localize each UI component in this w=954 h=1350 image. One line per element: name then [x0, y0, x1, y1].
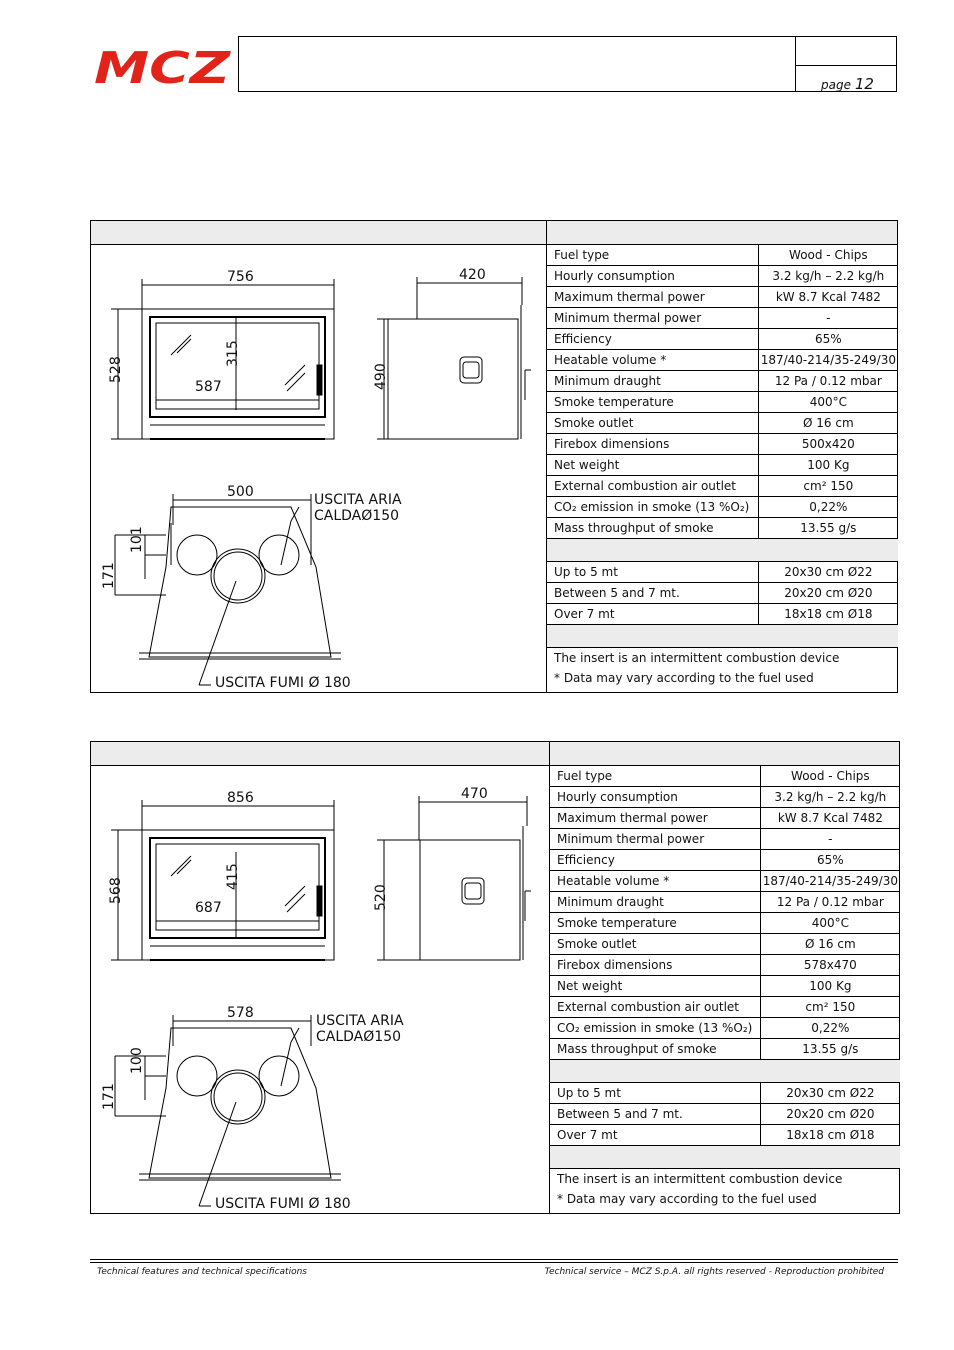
- flue-label: Over 7 mt: [550, 1125, 760, 1146]
- table-row: [547, 648, 898, 669]
- table-row: [550, 1169, 900, 1190]
- hot-air-label-2: CALDAØ150: [316, 1029, 402, 1045]
- table-row: [547, 371, 898, 392]
- table-row: [550, 955, 900, 976]
- spec-value: Ø 16 cm: [758, 413, 898, 434]
- table-row: [550, 1018, 900, 1039]
- dim-height: 568: [108, 877, 124, 904]
- spec-label: Maximum thermal power: [547, 287, 758, 308]
- spec-value: 187/40-214/35-249/30: [758, 350, 898, 371]
- spec-value: kW 8.7 Kcal 7482: [758, 287, 898, 308]
- spec-label: External combustion air outlet: [550, 997, 760, 1018]
- spec-value: kW 8.7 Kcal 7482: [760, 808, 900, 829]
- table-row: [547, 434, 898, 455]
- dim-glass-height: 315: [225, 340, 241, 367]
- spec-label: Smoke outlet: [547, 413, 758, 434]
- table-cell: [547, 539, 898, 562]
- spec-value: 65%: [760, 850, 900, 871]
- dim-glass-width: 587: [195, 379, 222, 395]
- spec-value: 100 Kg: [760, 976, 900, 997]
- note-text: The insert is an intermittent combustion device: [547, 648, 898, 669]
- table-row: [547, 583, 898, 604]
- header-box: [238, 36, 897, 92]
- page-number: page 12: [821, 75, 874, 93]
- table-row: [550, 997, 900, 1018]
- flue-label: Between 5 and 7 mt.: [547, 583, 758, 604]
- table-section-header: [550, 1060, 900, 1083]
- spec-label: Efficiency: [550, 850, 760, 871]
- spec-label: Firebox dimensions: [547, 434, 758, 455]
- hot-air-label-1: USCITA ARIA: [314, 492, 402, 508]
- dim-depth-height: 520: [373, 884, 389, 911]
- spec-value: 65%: [758, 329, 898, 350]
- dim-height: 528: [108, 356, 124, 383]
- table-row: [550, 1104, 900, 1125]
- dim-171: 171: [101, 1083, 117, 1110]
- flue-value: 20x30 cm Ø22: [758, 562, 898, 583]
- spec-value: 100 Kg: [758, 455, 898, 476]
- table-row: [550, 1189, 900, 1209]
- spec-label: Heatable volume *: [547, 350, 758, 371]
- dim-depth: 470: [461, 786, 488, 802]
- spec-value: -: [760, 829, 900, 850]
- dim-depth: 420: [459, 267, 486, 283]
- table-row: [547, 668, 898, 688]
- dim-bottom-width: 578: [227, 1005, 254, 1021]
- table-row: [547, 308, 898, 329]
- dim-glass-width: 687: [195, 900, 222, 916]
- flue-label: Up to 5 mt: [547, 562, 758, 583]
- spec-label: Firebox dimensions: [550, 955, 760, 976]
- table-row: [547, 497, 898, 518]
- spec-value: 13.55 g/s: [760, 1039, 900, 1060]
- spec-label: Heatable volume *: [550, 871, 760, 892]
- spec-value: Wood - Chips: [758, 245, 898, 266]
- spec-label: Fuel type: [547, 245, 758, 266]
- spec-label: Net weight: [550, 976, 760, 997]
- flue-label: Over 7 mt: [547, 604, 758, 625]
- model-section-2: [90, 741, 900, 1214]
- table-row: [550, 892, 900, 913]
- spec-label: Minimum thermal power: [550, 829, 760, 850]
- flue-value: 20x30 cm Ø22: [760, 1083, 900, 1104]
- dim-171: 171: [101, 562, 117, 589]
- table-row: [547, 518, 898, 539]
- spec-value: 578x470: [760, 955, 900, 976]
- table-row: [547, 245, 898, 266]
- spec-value: 400°C: [758, 392, 898, 413]
- spec-label: Minimum draught: [550, 892, 760, 913]
- dim-bottom-width: 500: [227, 484, 254, 500]
- spec-value: Ø 16 cm: [760, 934, 900, 955]
- spec-value: 187/40-214/35-249/30: [760, 871, 900, 892]
- table-row: [547, 392, 898, 413]
- spec-value: 400°C: [760, 913, 900, 934]
- spec-label: Smoke outlet: [550, 934, 760, 955]
- note-text: * Data may vary according to the fuel used: [557, 1192, 817, 1206]
- table-row: [547, 329, 898, 350]
- logo-text: MCZ: [94, 44, 232, 86]
- dim-glass-height: 415: [225, 863, 241, 890]
- model-section-1: [90, 220, 898, 693]
- spec-label: Fuel type: [550, 766, 760, 787]
- table-row: [550, 1039, 900, 1060]
- flue-value: 18x18 cm Ø18: [758, 604, 898, 625]
- table-row: [547, 350, 898, 371]
- spec-label: Net weight: [547, 455, 758, 476]
- flue-label: Between 5 and 7 mt.: [550, 1104, 760, 1125]
- dim-100: 100: [129, 1047, 145, 1074]
- spec-value: 13.55 g/s: [758, 518, 898, 539]
- spec-value: 3.2 kg/h – 2.2 kg/h: [760, 787, 900, 808]
- spec-value: -: [758, 308, 898, 329]
- hot-air-label-2: CALDAØ150: [314, 508, 400, 524]
- spec-label: Smoke temperature: [550, 913, 760, 934]
- spec-value: 500x420: [758, 434, 898, 455]
- spec-value: cm² 150: [760, 997, 900, 1018]
- footer-divider: [90, 1259, 898, 1260]
- table-row: [550, 766, 900, 787]
- section-header: [91, 221, 897, 245]
- table-section-header: [547, 539, 898, 562]
- table-row: [550, 976, 900, 997]
- smoke-outlet-label: USCITA FUMI Ø 180: [215, 1196, 351, 1212]
- table-cell: [550, 1146, 900, 1169]
- spec-value: 12 Pa / 0.12 mbar: [758, 371, 898, 392]
- spec-label: Mass throughput of smoke: [547, 518, 758, 539]
- flue-label: Up to 5 mt: [550, 1083, 760, 1104]
- table-row: [550, 871, 900, 892]
- smoke-outlet-label: USCITA FUMI Ø 180: [215, 675, 351, 691]
- table-row: [547, 455, 898, 476]
- spec-value: 12 Pa / 0.12 mbar: [760, 892, 900, 913]
- table-section-header: [547, 625, 898, 648]
- spec-label: CO₂ emission in smoke (13 %O₂): [550, 1018, 760, 1039]
- table-cell: [547, 625, 898, 648]
- footer-left: Technical features and technical specifications: [97, 1267, 307, 1277]
- spec-value: 0,22%: [758, 497, 898, 518]
- table-row: [547, 604, 898, 625]
- table-row: [550, 934, 900, 955]
- spec-label: Mass throughput of smoke: [550, 1039, 760, 1060]
- table-row: [550, 808, 900, 829]
- table-cell: [550, 1060, 900, 1083]
- spec-value: 3.2 kg/h – 2.2 kg/h: [758, 266, 898, 287]
- note-text: The insert is an intermittent combustion device: [550, 1169, 900, 1190]
- spec-label: Minimum draught: [547, 371, 758, 392]
- spec-label: Hourly consumption: [550, 787, 760, 808]
- table-row: [547, 413, 898, 434]
- spec-value: 0,22%: [760, 1018, 900, 1039]
- spec-label: Minimum thermal power: [547, 308, 758, 329]
- table-row: [550, 1083, 900, 1104]
- spec-label: Maximum thermal power: [550, 808, 760, 829]
- table-row: [547, 562, 898, 583]
- table-row: [550, 1125, 900, 1146]
- dim-101: 101: [129, 526, 145, 553]
- spec-table: [550, 766, 900, 1209]
- table-row: [550, 913, 900, 934]
- dim-depth-height: 490: [373, 363, 389, 390]
- flue-value: 20x20 cm Ø20: [758, 583, 898, 604]
- table-section-header: [550, 1146, 900, 1169]
- spec-value: cm² 150: [758, 476, 898, 497]
- spec-label: Hourly consumption: [547, 266, 758, 287]
- table-row: [547, 266, 898, 287]
- dimension-drawing: [91, 766, 549, 1214]
- spec-label: External combustion air outlet: [547, 476, 758, 497]
- mcz-logo: [92, 44, 232, 86]
- dim-width: 856: [227, 790, 254, 806]
- dimension-drawing: [91, 245, 546, 693]
- hot-air-label-1: USCITA ARIA: [316, 1013, 404, 1029]
- section-header: [91, 742, 899, 766]
- flue-value: 18x18 cm Ø18: [760, 1125, 900, 1146]
- footer-right: Technical service – MCZ S.p.A. all rights reserved - Reproduction prohibited: [544, 1267, 884, 1277]
- spec-label: Smoke temperature: [547, 392, 758, 413]
- dim-width: 756: [227, 269, 254, 285]
- flue-value: 20x20 cm Ø20: [760, 1104, 900, 1125]
- table-row: [550, 787, 900, 808]
- spec-value: Wood - Chips: [760, 766, 900, 787]
- table-row: [550, 850, 900, 871]
- note-text: * Data may vary according to the fuel used: [554, 671, 814, 685]
- spec-table: [547, 245, 898, 688]
- table-row: [550, 829, 900, 850]
- spec-label: Efficiency: [547, 329, 758, 350]
- table-row: [547, 287, 898, 308]
- table-row: [547, 476, 898, 497]
- spec-label: CO₂ emission in smoke (13 %O₂): [547, 497, 758, 518]
